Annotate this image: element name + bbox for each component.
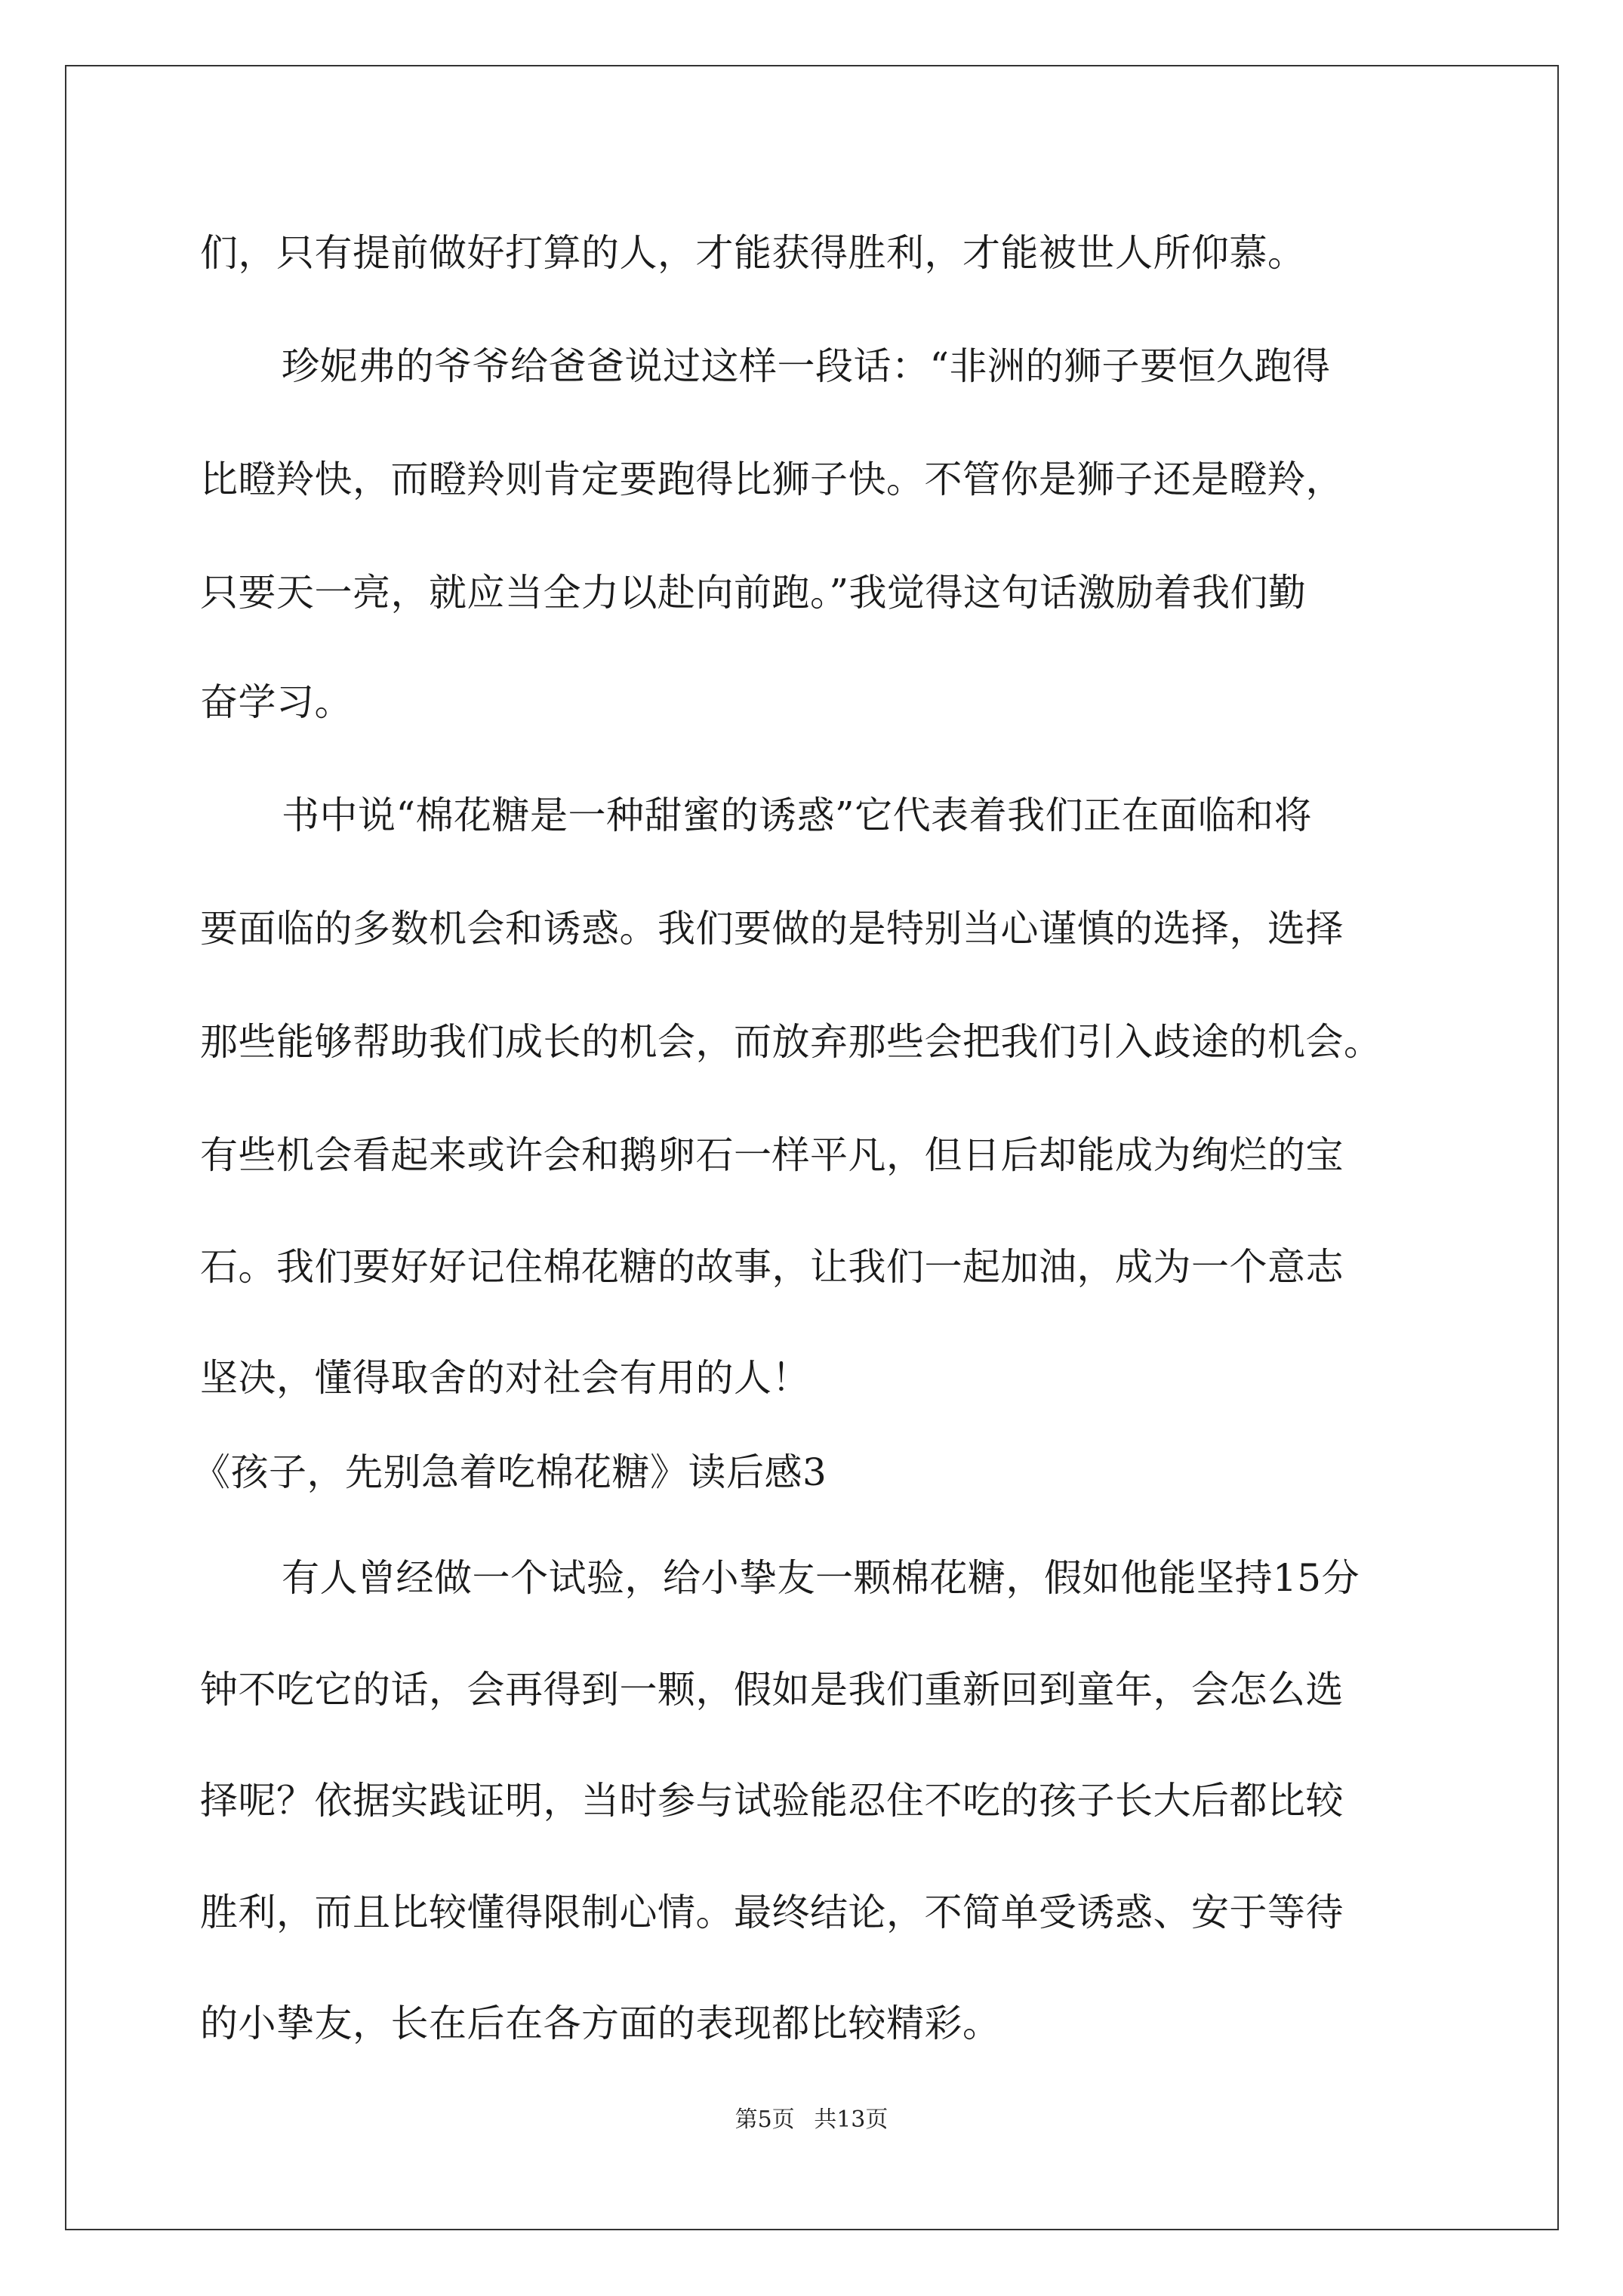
text-line: 有人曾经做一个试验，给小挚友一颗棉花糖，假如他能坚持15分	[282, 1556, 1360, 1600]
page-total: 共13页	[814, 2106, 888, 2133]
text-line: 石。我们要好好记住棉花糖的故事，让我们一起加油，成为一个意志	[200, 1245, 1344, 1289]
text-line: 的小挚友，长在后在各方面的表现都比较精彩。	[200, 2002, 1001, 2045]
page-footer	[0, 2105, 1623, 2135]
text-line: 有些机会看起来或许会和鹅卵石一样平凡，但日后却能成为绚烂的宝	[200, 1133, 1344, 1177]
text-line: 书中说“棉花糖是一种甜蜜的诱惑”它代表着我们正在面临和将	[282, 794, 1313, 837]
text-line: 要面临的多数机会和诱惑。我们要做的是特别当心谨慎的选择，选择	[200, 907, 1344, 951]
text-line: 比瞪羚快，而瞪羚则肯定要跑得比狮子快。不管你是狮子还是瞪羚，	[200, 458, 1344, 501]
text-line: 钟不吃它的话，会再得到一颗，假如是我们重新回到童年，会怎么选	[200, 1668, 1344, 1712]
text-line: 们，只有提前做好打算的人，才能获得胜利，才能被世人所仰慕。	[200, 231, 1306, 275]
text-line: 择呢？依据实践证明，当时参与试验能忍住不吃的孩子长大后都比较	[200, 1779, 1344, 1823]
section-heading: 《孩子，先别急着吃棉花糖》读后感3	[192, 1450, 827, 1494]
page-number: 第5页	[735, 2106, 795, 2133]
text-line: 奋学习。	[200, 680, 353, 724]
text-line: 那些能够帮助我们成长的机会，而放弃那些会把我们引入歧途的机会。	[200, 1020, 1382, 1064]
text-line: 胜利，而且比较懂得限制心情。最终结论，不简单受诱惑、安于等待	[200, 1891, 1344, 1934]
text-line: 珍妮弗的爷爷给爸爸说过这样一段话：“非洲的狮子要恒久跑得	[282, 344, 1331, 388]
text-line: 坚决，懂得取舍的对社会有用的人！	[200, 1356, 810, 1400]
text-line: 只要天一亮，就应当全力以赴向前跑。”我觉得这句话激励着我们勤	[200, 571, 1307, 615]
